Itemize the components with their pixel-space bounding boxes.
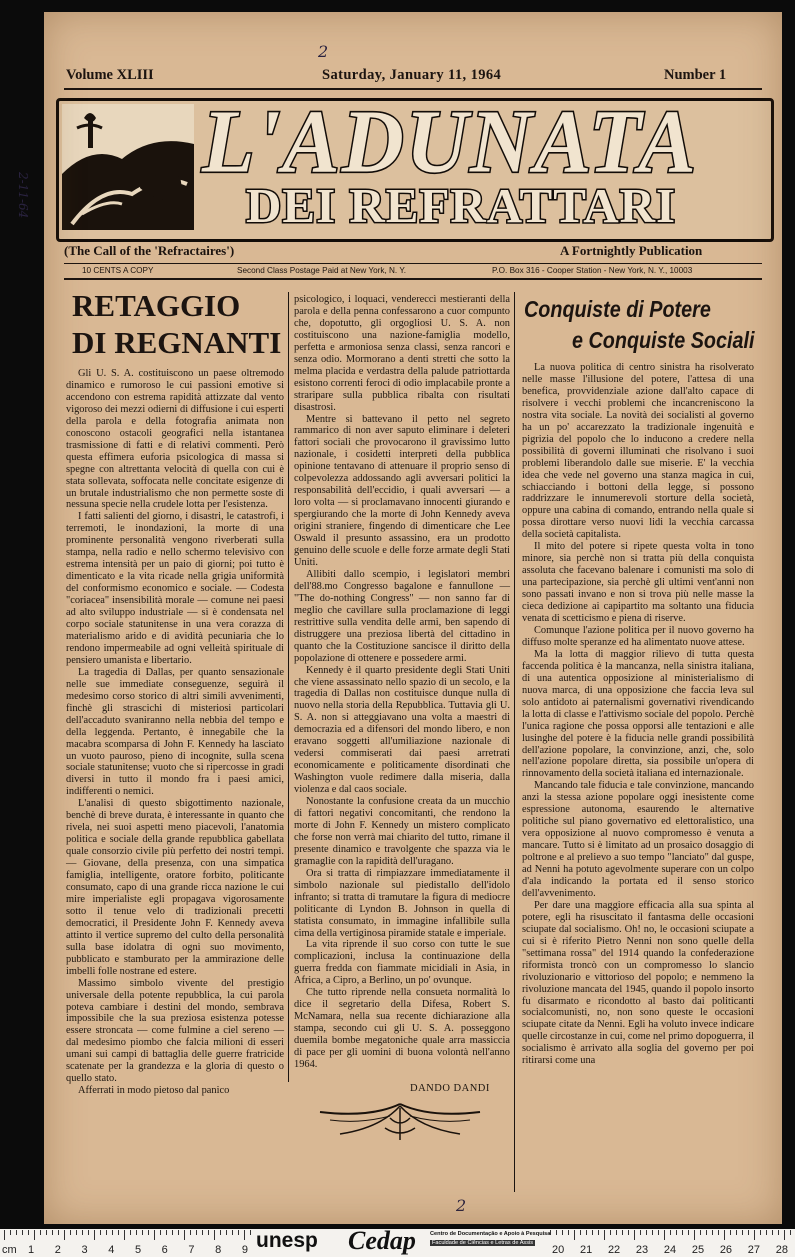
ruler-tick <box>148 1230 149 1235</box>
ruler-number: 4 <box>108 1244 115 1256</box>
article2-body <box>522 362 754 1222</box>
ruler-tick <box>160 1230 161 1235</box>
ruler-tick <box>4 1230 5 1240</box>
paragraph: Massimo simbolo vivente del prestigio universale della potente repubblica, la cui parola poteva cambiare i destini del mondo, sembrava impossibile che la sua preziosa esistenza potesse essere stroncata — come fulmine a ciel sereno — dal medesimo piombo che falcia milioni di esseri umani sui campi di battaglia delle guerre fratricide scatenate per la grandezza e la gloria di questo o quello stato. <box>66 977 284 1085</box>
ruler-tick <box>568 1230 569 1235</box>
article1-title-line1: RETAGGIO <box>72 288 241 323</box>
ruler-tick <box>202 1230 203 1235</box>
article1-title-line2: DI REGNANTI <box>72 325 282 360</box>
ruler-tick <box>592 1230 593 1235</box>
paragraph: Kennedy è il quarto presidente degli Stati Uniti che viene assassinato nello spazio di un secolo, e la tragedia di Dallas non costituisce dunque nulla di nuovo nella storia della Repubblica. Tuttavia gli U. S. A. non si atteggiavano una volta a maestri di democrazia ed a difensori del mondo libero, e non eravano soggetti all'umiliazione nazionale di vedersi commiserati dai paesi arretrati economicamente e politicamente disordinati che Washington vuole redimere dalla miseria, dalla violenza e dal caos sociale. <box>294 664 510 796</box>
ruler-tick <box>634 1230 635 1240</box>
ruler-tick <box>658 1230 659 1235</box>
ruler-tick <box>580 1230 581 1235</box>
ruler-tick <box>196 1230 197 1235</box>
ruler-tick <box>670 1230 671 1235</box>
ruler-tick <box>220 1230 221 1235</box>
ruler-tick <box>46 1230 47 1235</box>
paragraph: psicologico, i loquaci, vendereccì mestieranti della parola e della penna confessarono a cuor compunto che, dopotutto, gli orgogliosi U. S. A. non costituiscono una nazione-famiglia modello, perfetta e armoniosa senza classi, senza rancori e senza odio. Mormorano a denti stretti che sotto la melma placida e verdastra della palude patriottarda esistono correnti feroci di odio implacabile pronte a straripare sulla pubblica ribalta con risultati disastrosi. <box>294 294 510 413</box>
ruler-number: 28 <box>775 1244 788 1256</box>
ruler-tick <box>40 1230 41 1235</box>
article1-body <box>66 368 284 1228</box>
paragraph: Per dare una maggiore efficacia alla sua spinta al potere, egli ha risuscitato il fantasma delle occasioni sciupate dal socialismo. Oh! no, le occasioni sciupate a cui si è riferito Pietro Nenni non sono quelle della "settimana rossa" del 1914 quando la confederazione riformista troncò con un compromesso lo slancio rivoluzionario e vittorioso del popolo; e nemmeno la rivoluzione mancata del 1945, quando il popolo insorto fu disarmato e ricondotto al basto dai politicanti socialcomunisti, no, non sono queste le occasioni sciupate citate da Nenni. Egli ha voluto invece indicare quelle circostanze in cui, come nel primo dopoguerra, il socialismo è arrivato alla soglia del governo per poi ritirarsi come una <box>522 899 754 1067</box>
ruler-tick <box>100 1230 101 1235</box>
ruler-tick <box>190 1230 191 1235</box>
ruler-tick <box>700 1230 701 1235</box>
postage-notice: Second Class Postage Paid at New York, N. Y. <box>237 266 407 275</box>
volume-label: Volume XLIII <box>66 67 154 83</box>
ruler-tick <box>214 1230 215 1240</box>
ruler-tick <box>688 1230 689 1235</box>
ruler-tick <box>184 1230 185 1240</box>
ruler-unit: cm <box>2 1244 17 1256</box>
ruler-tick <box>550 1230 551 1235</box>
ruler-tick <box>742 1230 743 1235</box>
ruler-tick <box>154 1230 155 1240</box>
ruler-tick <box>718 1230 719 1235</box>
cedap-logo-line2: Faculdade de Ciências e Letras de Assis <box>432 1240 534 1246</box>
cedap-logo-line1: Centro de Documentação e Apoio à Pesquisa <box>430 1231 551 1237</box>
ruler-tick <box>610 1230 611 1235</box>
ruler-tick <box>574 1230 575 1240</box>
ruler-tick <box>694 1230 695 1240</box>
ruler-tick <box>748 1230 749 1235</box>
ornament-divider <box>300 1098 500 1144</box>
ruler-number: 24 <box>663 1244 677 1256</box>
ruler-tick <box>238 1230 239 1235</box>
infobar-rule-bottom <box>64 278 762 280</box>
ruler-number: 23 <box>635 1244 649 1256</box>
ruler-tick <box>772 1230 773 1235</box>
ruler-number: 25 <box>691 1244 705 1256</box>
ruler-tick <box>562 1230 563 1235</box>
ruler-tick <box>640 1230 641 1235</box>
ruler-number: 2 <box>54 1244 61 1256</box>
paragraph: Gli U. S. A. costituiscono un paese oltremodo dinamico e rumoroso le cui passioni emotive si accendono con estrema rapidità attizzate dal vento vigoroso dei mezzi odierni di diffusione i cui esperti della parola e della fotografia animata non conoscono ostacoli geografici nella istantanea trasmissione di fatti e di relativi commenti. Però questa effimera euforia psicologica di massa si spegne con altrettanta velocità di quella con cui è stata sollevata, soffocata nelle concitate esigenze di un brutale industrialismo che non permette soste di nessuna specie nella crudele lotta per l'esistenza. <box>66 368 284 511</box>
ruler-tick <box>622 1230 623 1235</box>
ruler-tick <box>586 1230 587 1235</box>
ruler-number: 26 <box>719 1244 733 1256</box>
paragraph: Comunque l'azione politica per il nuovo governo ha diffuso molte speranze ed ha alimentato nuove attese. <box>522 624 754 648</box>
paragraph: Che tutto riprende nella consueta normalità lo dice il segretario della Difesa, Robert S. McNamara, nella sua recente dichiarazione alla stampa, secondo cui gli U. S. A. posseggono duemila bombe megatoniche quale arra massiccia di pace per gli uomini di buona volontà nell'anno 1964. <box>294 987 510 1070</box>
ruler-tick <box>130 1230 131 1235</box>
copy-price: 10 CENTS A COPY <box>82 266 154 275</box>
issue-number: Number 1 <box>664 67 727 83</box>
article2-title-line2: e Conquiste Sociali <box>572 327 755 353</box>
ruler-tick <box>766 1230 767 1235</box>
ruler-tick <box>652 1230 653 1235</box>
ruler-tick <box>676 1230 677 1235</box>
ruler-tick <box>172 1230 173 1235</box>
ruler-tick <box>628 1230 629 1235</box>
ruler-tick <box>250 1230 251 1235</box>
ruler-tick <box>64 1230 65 1240</box>
article2-title-line1: Conquiste di Potere <box>524 296 711 322</box>
paragraph: I fatti salienti del giorno, i disastri, le catastrofi, i terremoti, le inondazioni, la morte di una prominente personalità vengono riverberati sulla stampa, nella radio e nello schermo televisivo con estrema intensità per un paio di giorni; poi tutto è dimenticato e la vita ricade nella grigia uniformità del conformismo economico e sociale. — Codesta "coriacea" insensibilità morale — comune nei paesi ad alto sviluppo industriale — si è condensata nel corpo sociale statunitense in una vera corazza di materialismo arido e di avidità pecuniaria che lo rendono impermeabile ad ogni velleità spirituale di pensiero umanista e libertario. <box>66 511 284 666</box>
ruler-tick <box>82 1230 83 1235</box>
ruler-tick <box>112 1230 113 1235</box>
column-rule-2 <box>514 292 515 1192</box>
handwritten-date-note: 2-11-64 <box>16 172 30 219</box>
ruler-number: 7 <box>188 1244 195 1256</box>
ruler-tick <box>166 1230 167 1235</box>
ruler-tick <box>706 1230 707 1235</box>
paragraph: La vita riprende il suo corso con tutte le sue complicazioni, inclusa la continuazione della guerra fredda con fiammate micidiali in Asia, in Africa, a Cipro, a Berlino, un po' ovunque. <box>294 939 510 987</box>
ruler-tick <box>790 1230 791 1235</box>
cedap-logo: Cedap <box>348 1226 416 1255</box>
ruler-tick <box>16 1230 17 1235</box>
infobar-rule-top <box>64 263 762 264</box>
paragraph: Il mito del potere si ripete questa volta in tono minore, sia perchè non si tratta più della conquista assoluta che facevano balenare i comunisti ma solo di una partecipazione, sia perchè gli ultimi vent'anni non sono passati invano e non si trova più nelle masse la cieca dedizione ai capipartito ma soltanto una fiducia venata di scetticismo e piena di riserve. <box>522 541 754 625</box>
column-rule-1 <box>288 292 289 1082</box>
ruler-tick <box>604 1230 605 1240</box>
ruler-tick <box>94 1230 95 1240</box>
ruler-tick <box>616 1230 617 1235</box>
paragraph: L'analisi di questo sbigottimento nazionale, benchè di breve durata, è interessante in quanto che rivela, nei suoi aspetti meno piacevoli, l'anatomia politica e sociale della grande repubblica gabellata quale consorzio civile più perfetto dei nostri tempi. — Giovane, della presenza, con una simpatica famiglia, intelligente, oratore forbito, politicante consumato, capo di una grande ricca nazione le cui mire imperialiste egli propagava vigorosamente sotto il tenue velo di tradizionali precetti democratici, il Presidente John F. Kennedy aveva attinto il vertice supremo del culto della personalità sulla base idolatra di ogni suo movimento, pubblicato e stamburato per la ammirazione delle imbelli folle nostrane ed estere. <box>66 798 284 977</box>
ruler-tick <box>70 1230 71 1235</box>
masthead-title: L'ADUNATA <box>202 90 698 192</box>
ruler-tick <box>28 1230 29 1235</box>
paragraph: Nonostante la confusione creata da un mucchio di fattori negativi concomitanti, che rendono la morte di John F. Kennedy un mistero complicato che forse non verrà mai chiarito del tutto, rimane il presente dinamico e travolgente che spazza via le gramaglie con la rapidità dell'uragano. <box>294 796 510 867</box>
unesp-logo: unesp <box>256 1229 318 1252</box>
masthead-subtitle-title: DEI REFRATTARI <box>246 178 677 233</box>
ruler-tick <box>58 1230 59 1235</box>
ruler-number: 22 <box>607 1244 621 1256</box>
ruler-tick <box>52 1230 53 1235</box>
ruler-tick <box>646 1230 647 1235</box>
ruler-number: 27 <box>747 1244 761 1256</box>
paragraph: Mancando tale fiducia e tale convinzione, mancando anzi la stessa azione popolare oggi inesistente come espressione autonoma, esaurendo le alternative politiche sul piano governativo ed elettoralistico, una vera opposizione al nuovo compromesso è venuta a mancare. Tutto si è limitato ad un prosaico dosaggio di poltrone e al prelievo a suo tempo "lanciato" dal guspe, ad Nenni ha potuto agevolmente superare con un colpo d'ala indicando la portata ed il senso storico dell'avvenimento. <box>522 780 754 899</box>
ruler-tick <box>754 1230 755 1240</box>
ruler-number: 9 <box>241 1244 248 1256</box>
ruler-number: 5 <box>134 1244 142 1256</box>
ruler-tick <box>142 1230 143 1235</box>
ruler-tick <box>34 1230 35 1240</box>
ruler-number: 21 <box>579 1244 593 1256</box>
handwritten-page-mark: 2 <box>318 42 329 61</box>
ruler-number: 20 <box>552 1244 565 1256</box>
newspaper-page <box>16 12 782 1224</box>
ruler-tick <box>226 1230 227 1235</box>
ruler-tick <box>736 1230 737 1235</box>
issue-date: Saturday, January 11, 1964 <box>322 67 502 83</box>
ruler-number: 3 <box>81 1244 88 1256</box>
ruler-number: 1 <box>28 1244 35 1256</box>
ruler-tick <box>244 1230 245 1240</box>
ruler-tick <box>778 1230 779 1235</box>
ruler-tick <box>724 1230 725 1240</box>
paragraph: Afferrati in modo pietoso dal panico <box>78 1085 230 1097</box>
ruler-tick <box>784 1230 785 1240</box>
ruler-tick <box>118 1230 119 1235</box>
ruler-tick <box>76 1230 77 1235</box>
paragraph: La tragedia di Dallas, per quanto sensazionale nelle sue immediate conseguenze, seguirà il medesimo corso storico di altri simili avvenimenti, finchè gli strascichi di misteriosi particolari dell'accaduto svaniranno nella nebbia del tempo e della leggenda. Pertanto, è innegabile che la macabra scomparsa di John F. Kennedy ha lasciato un vuoto pauroso, pieno di incognite, sulla scena sociale statunitense; vuoto che si ripercosse in gradi diversi in tutto il mondo fra i paesi amici, indifferenti o nemici. <box>66 666 284 798</box>
ruler-tick <box>664 1230 665 1240</box>
paragraph: Mentre si battevano il petto nel segreto rammarico di non aver saputo eliminare i deleteri fattori sociali che provocarono il gravissimo lutto nazionale, i cosidetti interpreti della pubblica opinione tentavano di attenuare il proprio senso di colpevolezza addossando agli avversari politici la responsabilità dell'eccidio, i quali avversari — a loro volta — si proclamavano innocenti giurando e spergiurando che la morte di John Kennedy aveva origini straniere, fingendo di dimenticare che Lee Oswald il presunto assassino, era un prodotto genuino delle scuole e delle forze armate degli Stati Uniti. <box>294 413 510 568</box>
ruler-number: 6 <box>161 1244 168 1256</box>
ruler-tick <box>232 1230 233 1235</box>
ruler-tick <box>10 1230 11 1235</box>
publication-frequency: A Fortnightly Publication <box>560 243 703 258</box>
ruler-tick <box>598 1230 599 1235</box>
masthead-tagline: (The Call of the 'Refractaires') <box>64 243 235 258</box>
postal-address: P.O. Box 316 - Cooper Station - New York, N. Y., 10003 <box>492 266 693 275</box>
ruler-tick <box>136 1230 137 1235</box>
ruler-tick <box>682 1230 683 1235</box>
ruler-tick <box>712 1230 713 1235</box>
paragraph: Ora si tratta di rimpiazzare immediatamente il simbolo nazionale sul piedistallo dell'idolo infranto; si tratta di tramutare la figura di mediocre politicante di Lyndon B. Johnson in quella di statista consumato, in immagine infallibile sulla cima della vertiginosa piramide statale e imperiale. <box>294 867 510 939</box>
ruler-tick <box>88 1230 89 1235</box>
ruler-tick <box>106 1230 107 1235</box>
ruler-number: 8 <box>215 1244 222 1256</box>
masthead-illustration <box>62 104 194 230</box>
paragraph: Ma la lotta di maggior rilievo di tutta questa faccenda politica è la mancanza, nella sinistra italiana, di una autentica opposizione al ministerialismo di nuova marca, di una opposizione che faccia leva sul solo antidoto ai paternalismi governativi rivendicando la lotta di classe e l'attivismo sociale del popolo. Perchè l'unica ragione che possa opporsi alle tentazioni e alle lusinghe del potere è la fiducia nelle grandi possibilità dell'azione popolare, la convinzione, anzi, che, solo nell'azione popolare diretta, sia possibile un'opera di rinnovamento della società italiana ed internazionale. <box>522 648 754 780</box>
ruler-tick <box>556 1230 557 1235</box>
ruler-tick <box>208 1230 209 1235</box>
ruler-tick <box>730 1230 731 1235</box>
ruler-tick <box>178 1230 179 1235</box>
ruler-tick <box>760 1230 761 1235</box>
ruler-tick <box>22 1230 23 1235</box>
paragraph: Allibiti dallo scempio, i legislatori membri dell'88.mo Congresso bagalone e fannullone — "The do-nothing Congress" — non sanno far di meglio che cavillare sulla proclamazione di leggi restrittive sulla vendita delle armi, ben sapendo di distruggere una preziosa libertà del cittadino in quanto che la Costituzione sancisce il diritto della popolazione di ottenere e possedere armi. <box>294 568 510 664</box>
author-signature: DANDO DANDI <box>410 1083 490 1094</box>
ruler-numbers-right <box>552 1244 788 1256</box>
paragraph: La nuova politica di centro sinistra ha risolverato nelle masse l'illusione del potere, l'attesa di una benefica, provvidenziale azione dall'alto capace di risolvere i vecchi problemi che incancreniscono la nostra vita sociale. La novità dei socialisti al governo ha un po' accarezzato la tradizionale ingenuità e pigrizia del popolo che lo inducono a credere nella possibilità di governi illuminati che risolvano i suoi problemi liberandolo dalle sue miserie. E' la vecchia idea che vede nel governo una stanza magica in cui, schiacciando i bottoni della legge, si possono raddrizzare le innumerevoli storture della società, oppure una cabina di comando, entrando nella quale si possa dirottare verso nuovi lidi la vecchia carcassa della società capitalista. <box>522 362 754 541</box>
page-number: 2 <box>456 1196 467 1215</box>
ruler-numbers-left <box>28 1244 248 1256</box>
ruler-tick <box>124 1230 125 1240</box>
article1-continuation <box>294 294 510 1074</box>
